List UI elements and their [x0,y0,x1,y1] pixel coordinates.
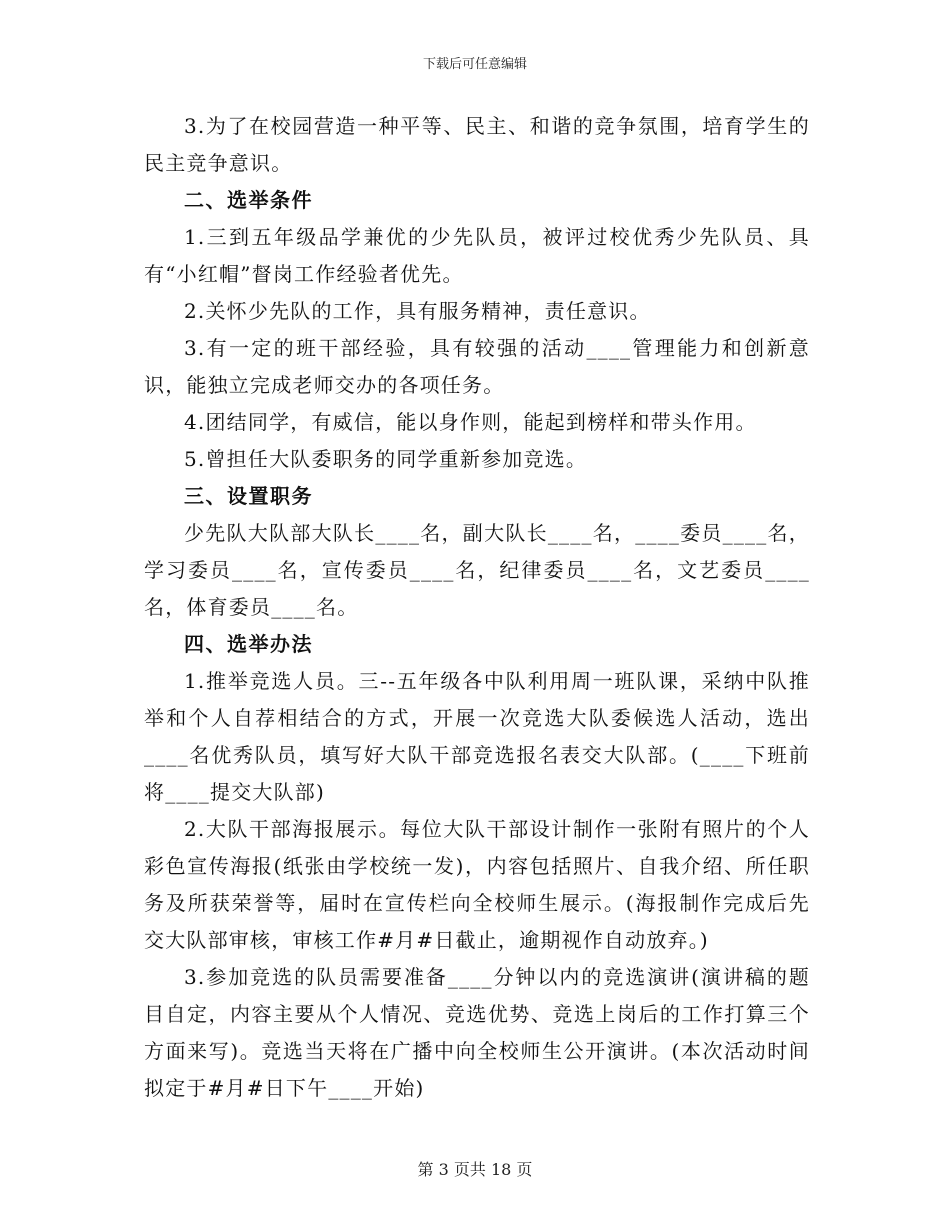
paragraph: 5.曾担任大队委职务的同学重新参加竞选。 [184,447,588,471]
paragraph: 4.团结同学，有威信，能以身作则，能起到榜样和带头作用。 [184,410,757,434]
section-heading: 三、设置职务 [184,484,313,508]
paragraph: 1.推举竞选人员。三--五年级各中队利用周一班队课，采纳中队推举和个人自荐相结合的方式，开展一次竞选大队委候选人活动，选出____名优秀队员，填写好大队干部竞选报名表交大队部。(____下班前将____提交大队部) [144,669,810,804]
paragraph: 1.三到五年级品学兼优的少先队员，被评过校优秀少先队员、具有“小红帽”督岗工作经验者优先。 [144,225,810,286]
section-heading: 四、选举办法 [184,632,313,656]
page-number: 第 3 页共 18 页 [417,1160,533,1179]
paragraph: 少先队大队部大队长____名，副大队长____名，____委员____名，学习委员____名，宣传委员____名，纪律委员____名，文艺委员____名，体育委员____名。 [144,521,810,619]
paragraph: 2.关怀少先队的工作，具有服务精神，责任意识。 [184,299,651,323]
page-header: 下载后可任意编辑 [422,57,527,72]
paragraph: 3.有一定的班干部经验，具有较强的活动____管理能力和创新意识，能独立完成老师交办的各项任务。 [144,336,810,397]
paragraph: 2.大队干部海报展示。每位大队干部设计制作一张附有照片的个人彩色宣传海报(纸张由学校统一发)，内容包括照片、自我介绍、所任职务及所获荣誉等，届时在宣传栏向全校师生展示。(海报制作完成后先交大队部审核，审核工作#月#日截止，逾期视作自动放弃。) [144,817,810,952]
document-body [144,108,810,1107]
paragraph: 3.参加竞选的队员需要准备____分钟以内的竞选演讲(演讲稿的题目自定，内容主要从个人情况、竞选优势、竞选上岗后的工作打算三个方面来写)。竞选当天将在广播中向全校师生公开演讲。(本次活动时间拟定于#月#日下午____开始) [144,965,810,1100]
paragraph: 3.为了在校园营造一种平等、民主、和谐的竞争氛围，培育学生的民主竞争意识。 [144,114,810,175]
section-heading: 二、选举条件 [184,188,313,212]
